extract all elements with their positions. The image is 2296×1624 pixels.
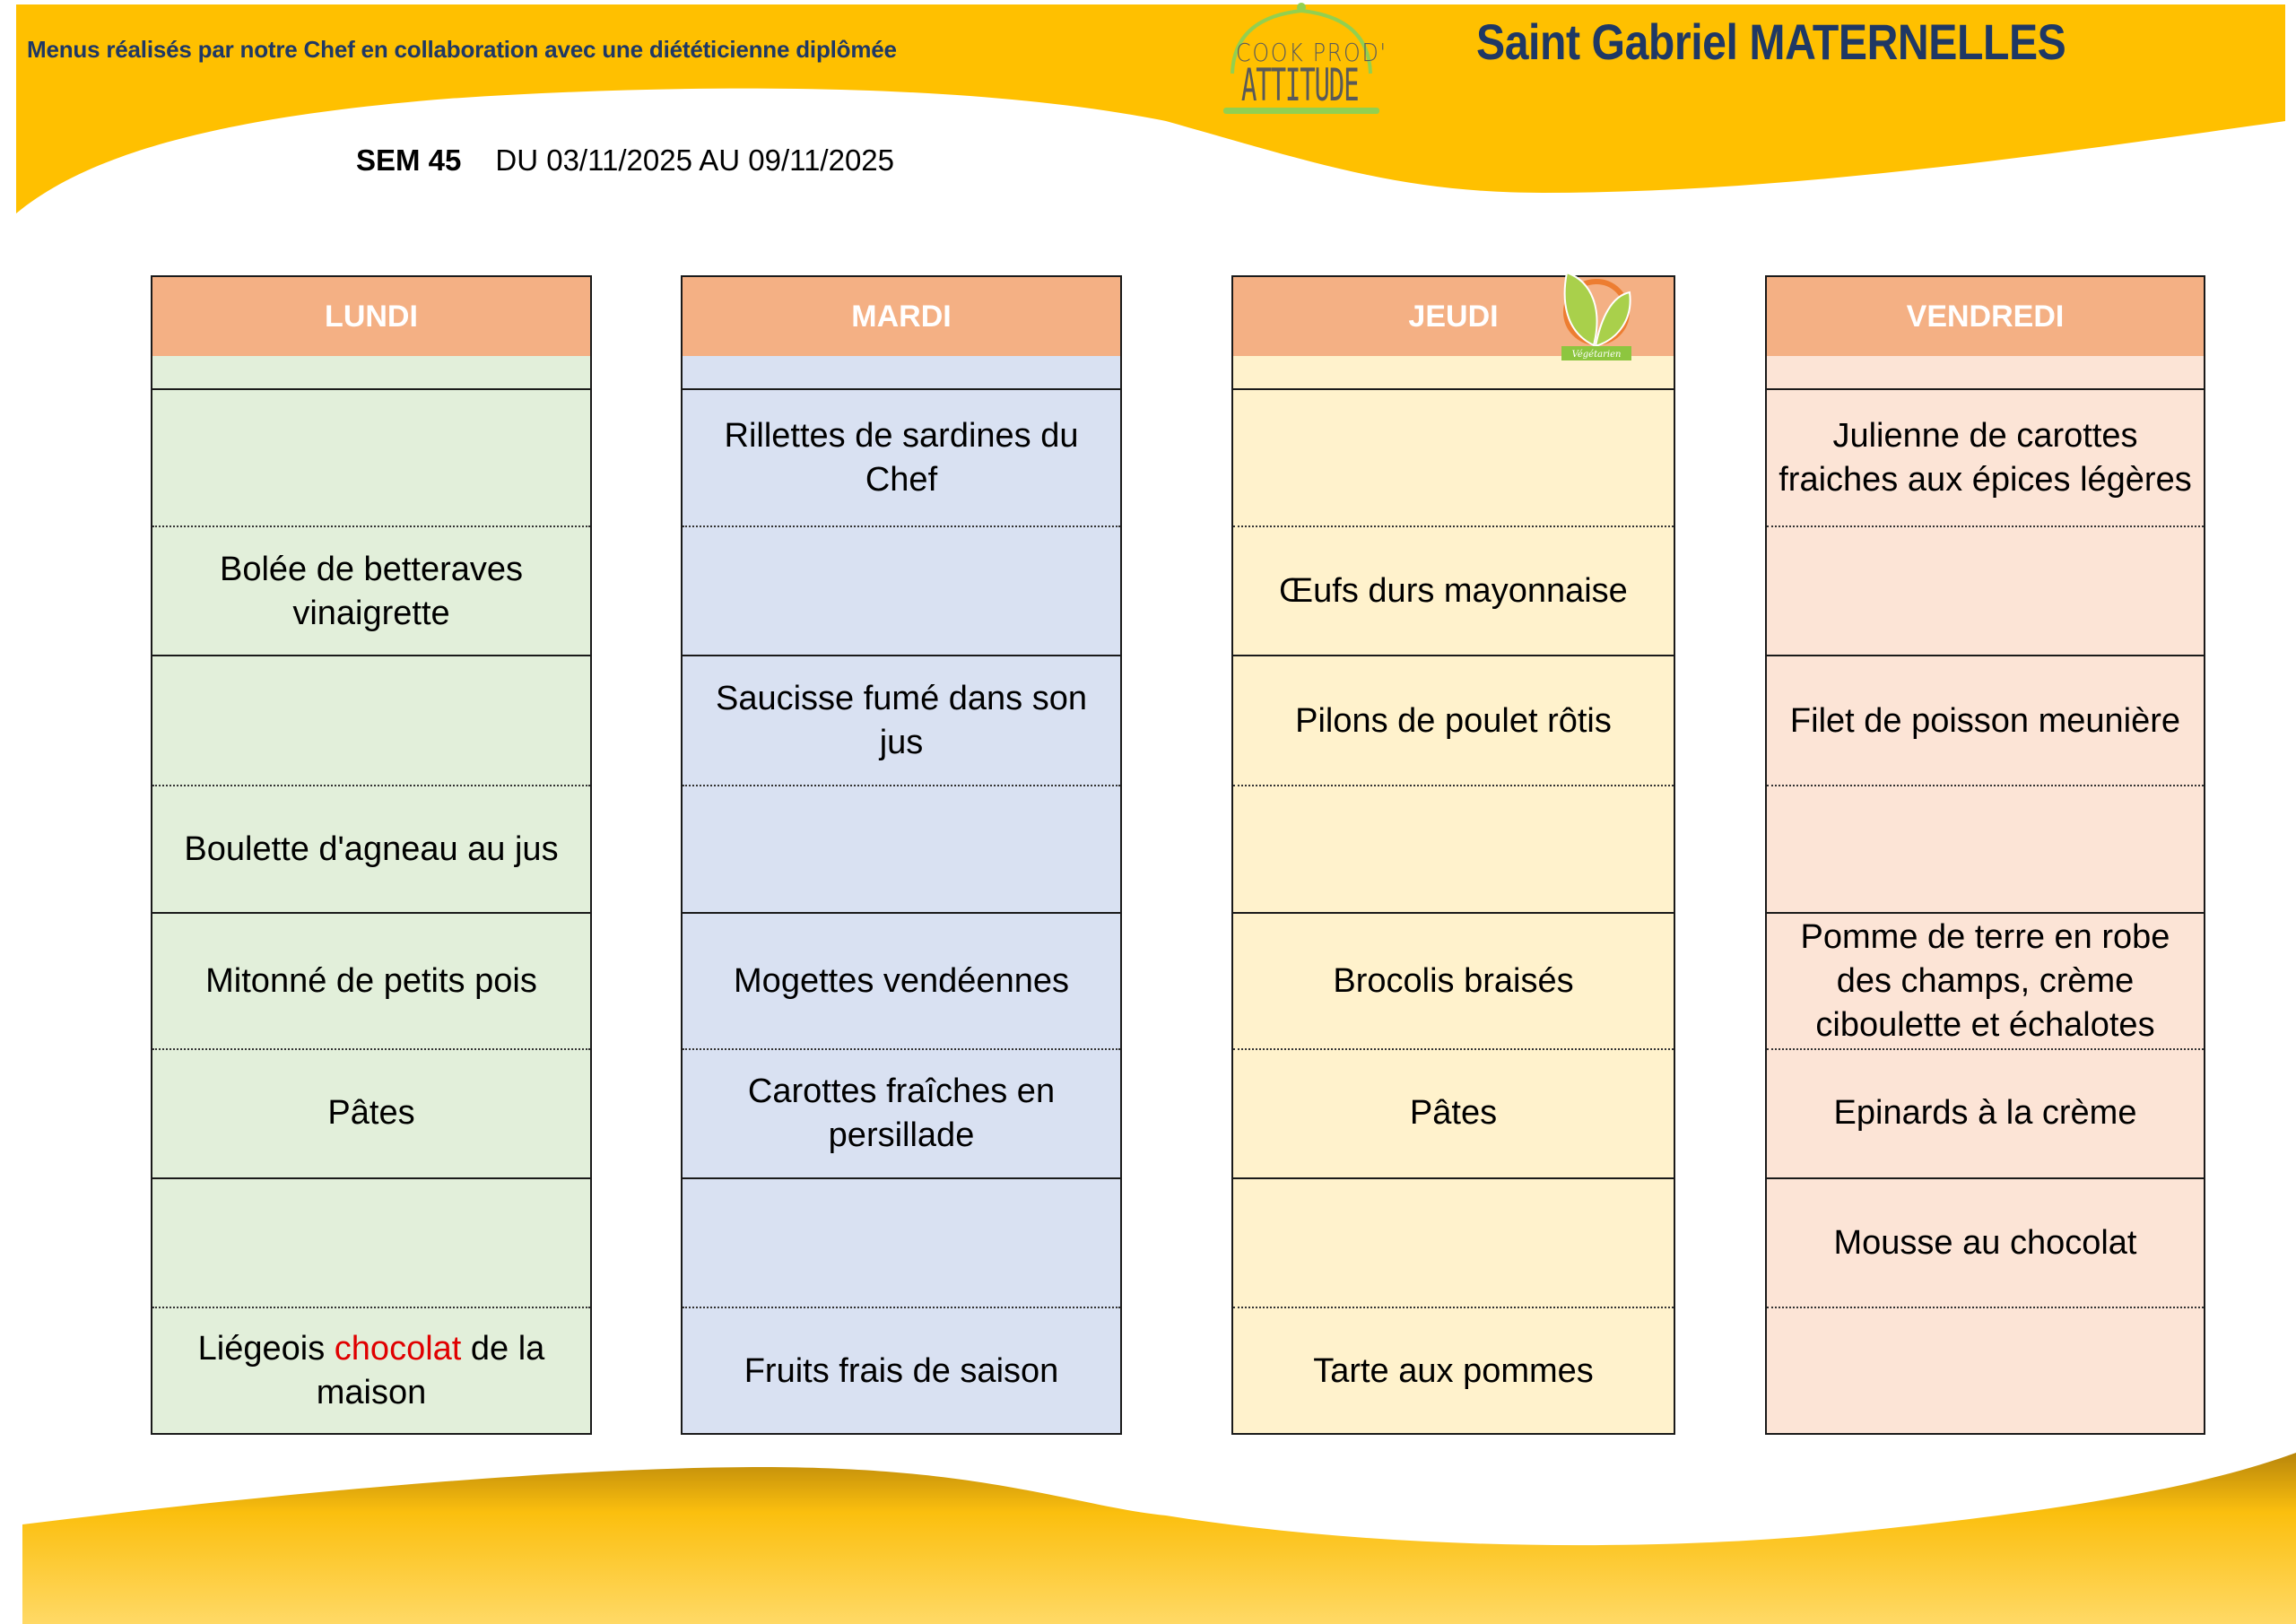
- menu-cell: [1233, 1179, 1674, 1307]
- cook-prod-attitude-logo: [1216, 2, 1387, 118]
- menu-cell: Epinards à la crème: [1833, 1094, 2137, 1132]
- bottom-banner-wave: [22, 1453, 2296, 1624]
- menu-cell: [152, 390, 590, 526]
- logo-line2: ATTITUDE: [1241, 59, 1359, 111]
- menu-cell: Pilons de poulet rôtis: [1295, 701, 1612, 740]
- vegetarian-badge: [1556, 269, 1637, 363]
- highlighted-word: chocolat: [334, 1330, 462, 1368]
- menu-cell: [683, 526, 1120, 656]
- menu-cell: Saucisse fumé dans son jus: [715, 680, 1087, 761]
- day-column-lundi: [151, 275, 592, 1435]
- menu-cell: Carottes fraîches en persillade: [747, 1072, 1056, 1154]
- menu-cell: Mousse au chocolat: [1833, 1224, 2137, 1262]
- menu-cell: Pomme de terre en robe des champs, crème ciboulette et échalotes: [1800, 918, 2170, 1044]
- menu-cell: Filet de poisson meunière: [1789, 701, 2181, 740]
- menu-cell: Bolée de betteraves vinaigrette: [219, 550, 523, 632]
- menu-cell-dessert: Liégeois chocolat de la maison: [197, 1330, 545, 1411]
- week-number: SEM 45: [356, 143, 462, 177]
- menu-cell: Rillettes de sardines du Chef: [724, 417, 1079, 499]
- menu-cell: [683, 786, 1120, 914]
- menu-cell: [152, 1179, 590, 1307]
- day-column-vendredi: [1765, 275, 2205, 1435]
- menu-cell: Tarte aux pommes: [1313, 1351, 1594, 1390]
- menu-cell: Julienne de carottes fraiches aux épices légères: [1779, 417, 2192, 499]
- menu-cell: [1767, 526, 2204, 656]
- menu-cell: Œufs durs mayonnaise: [1279, 572, 1628, 610]
- week-info: [356, 143, 894, 178]
- date-range: DU 03/11/2025 AU 09/11/2025: [495, 143, 895, 177]
- menu-cell: [1767, 1307, 2204, 1435]
- day-header: LUNDI: [152, 277, 590, 356]
- menu-subtitle: Menus réalisés par notre Chef en collaboration avec une diététicienne diplômée: [27, 36, 897, 63]
- menu-cell: [683, 1179, 1120, 1307]
- menu-cell: Pâtes: [1409, 1094, 1498, 1132]
- day-header: MARDI: [683, 277, 1120, 356]
- day-column-jeudi: [1231, 275, 1675, 1435]
- menu-cell: [1233, 390, 1674, 526]
- day-header: VENDREDI: [1767, 277, 2204, 356]
- menu-cell: Mogettes vendéennes: [734, 962, 1069, 1000]
- day-column-mardi: [681, 275, 1122, 1435]
- menu-cell: [1233, 786, 1674, 914]
- menu-cell: Fruits frais de saison: [744, 1351, 1059, 1390]
- page-title: Saint Gabriel MATERNELLES: [1476, 13, 2066, 70]
- menu-cell: Boulette d'agneau au jus: [184, 830, 559, 868]
- menu-cell: Brocolis braisés: [1333, 962, 1574, 1000]
- vegetarian-label: Végétarien: [1571, 350, 1622, 360]
- menu-cell: Mitonné de petits pois: [205, 962, 537, 1000]
- menu-cell: Pâtes: [327, 1094, 415, 1132]
- menu-cell: [1767, 786, 2204, 914]
- menu-cell: [152, 656, 590, 786]
- logo-line1: COOK PROD': [1236, 38, 1387, 67]
- day-header: JEUDI: [1233, 277, 1674, 356]
- vegetarian-leaf-icon: [1556, 269, 1637, 363]
